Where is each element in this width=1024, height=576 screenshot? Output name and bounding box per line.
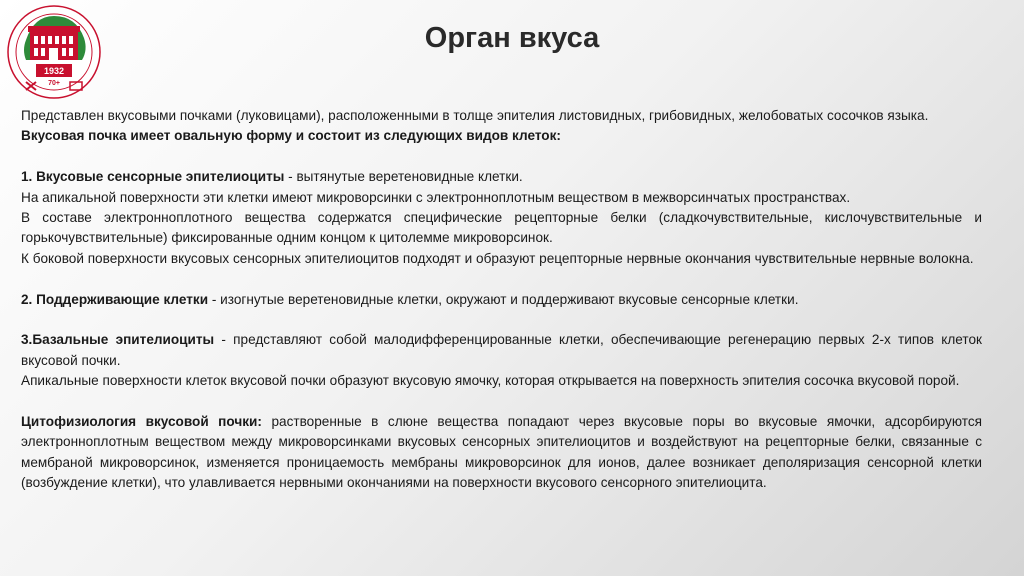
logo-year: 1932: [43, 66, 65, 76]
slide-title: Орган вкуса: [424, 22, 600, 54]
section-3-text: - представляют собой малодифференцированные клетки, обеспечивающие регенерацию первых 2-х типов клеток вкусовой почки.: [21, 332, 982, 368]
section-3-heading: [21, 330, 982, 371]
section-2-title: 2. Поддерживающие клетки: [21, 291, 209, 307]
section-1-paragraph-4: К боковой поверхности вкусовых сенсорных эпителиоцитов подходят и образуют рецепторные нервные окончания чувствительные нервные волокна.: [21, 250, 974, 266]
intro-paragraph: Представлен вкусовыми почками (луковицами), расположенными в толще эпителия листовидных, грибовидных, желобоватых сосочков языка.: [21, 108, 929, 123]
section-1-heading: [21, 167, 982, 187]
section-2-text: - изогнутые веретеновидные клетки, окружают и поддерживают вкусовые сенсорные клетки.: [208, 291, 799, 307]
intro-bold-paragraph: [21, 126, 982, 146]
logo-anniversary: 70+: [48, 80, 60, 87]
section-2-heading: [21, 290, 982, 310]
section-4-paragraph: [21, 412, 982, 494]
section-1-paragraph-2: На апикальной поверхности эти клетки имеют микроворсинки с электронноплотным веществом в межворсинчатых пространствах.: [21, 189, 851, 205]
section-4-text: растворенные в слюне вещества попадают через вкусовые поры во вкусовые ямочки, адсорбируются электронноплотным веществом между микроворсинками вкусовых сенсорных эпителиоцитов и воздействуют на рецепторные белки, связанные с мембраной микроворсинок, изменяется проницаемость мембраны микроворсинок для ионов, далее возникает деполяризация сенсорной клетки (возбуждение клетки), что улавливается нервными окончаниями на поверхности вкусового сенсорного эпителиоцита.: [21, 414, 982, 491]
section-1-paragraph-3: В составе электронноплотного вещества содержатся специфические рецепторные белки (сладкочувствительные, кислочувствительные и горькочувствительные) фиксированные одним концом к цитолемме микроворсинок.: [21, 210, 982, 246]
section-3-title: 3.Базальные эпителиоциты: [21, 332, 215, 348]
section-1-title: 1. Вкусовые сенсорные эпителиоциты: [21, 169, 285, 185]
section-3-paragraph-2: Апикальные поверхности клеток вкусовой почки образуют вкусовую ямочку, которая открывается на поверхность эпителия сосочка вкусовой порой.: [21, 373, 960, 389]
section-1-text: - вытянутые веретеновидные клетки.: [284, 169, 523, 185]
slide-content: [21, 106, 982, 494]
intro-bold-text: Вкусовая почка имеет овальную форму и состоит из следующих видов клеток:: [21, 128, 561, 144]
section-4-title: Цитофизиология вкусовой почки:: [21, 414, 262, 430]
